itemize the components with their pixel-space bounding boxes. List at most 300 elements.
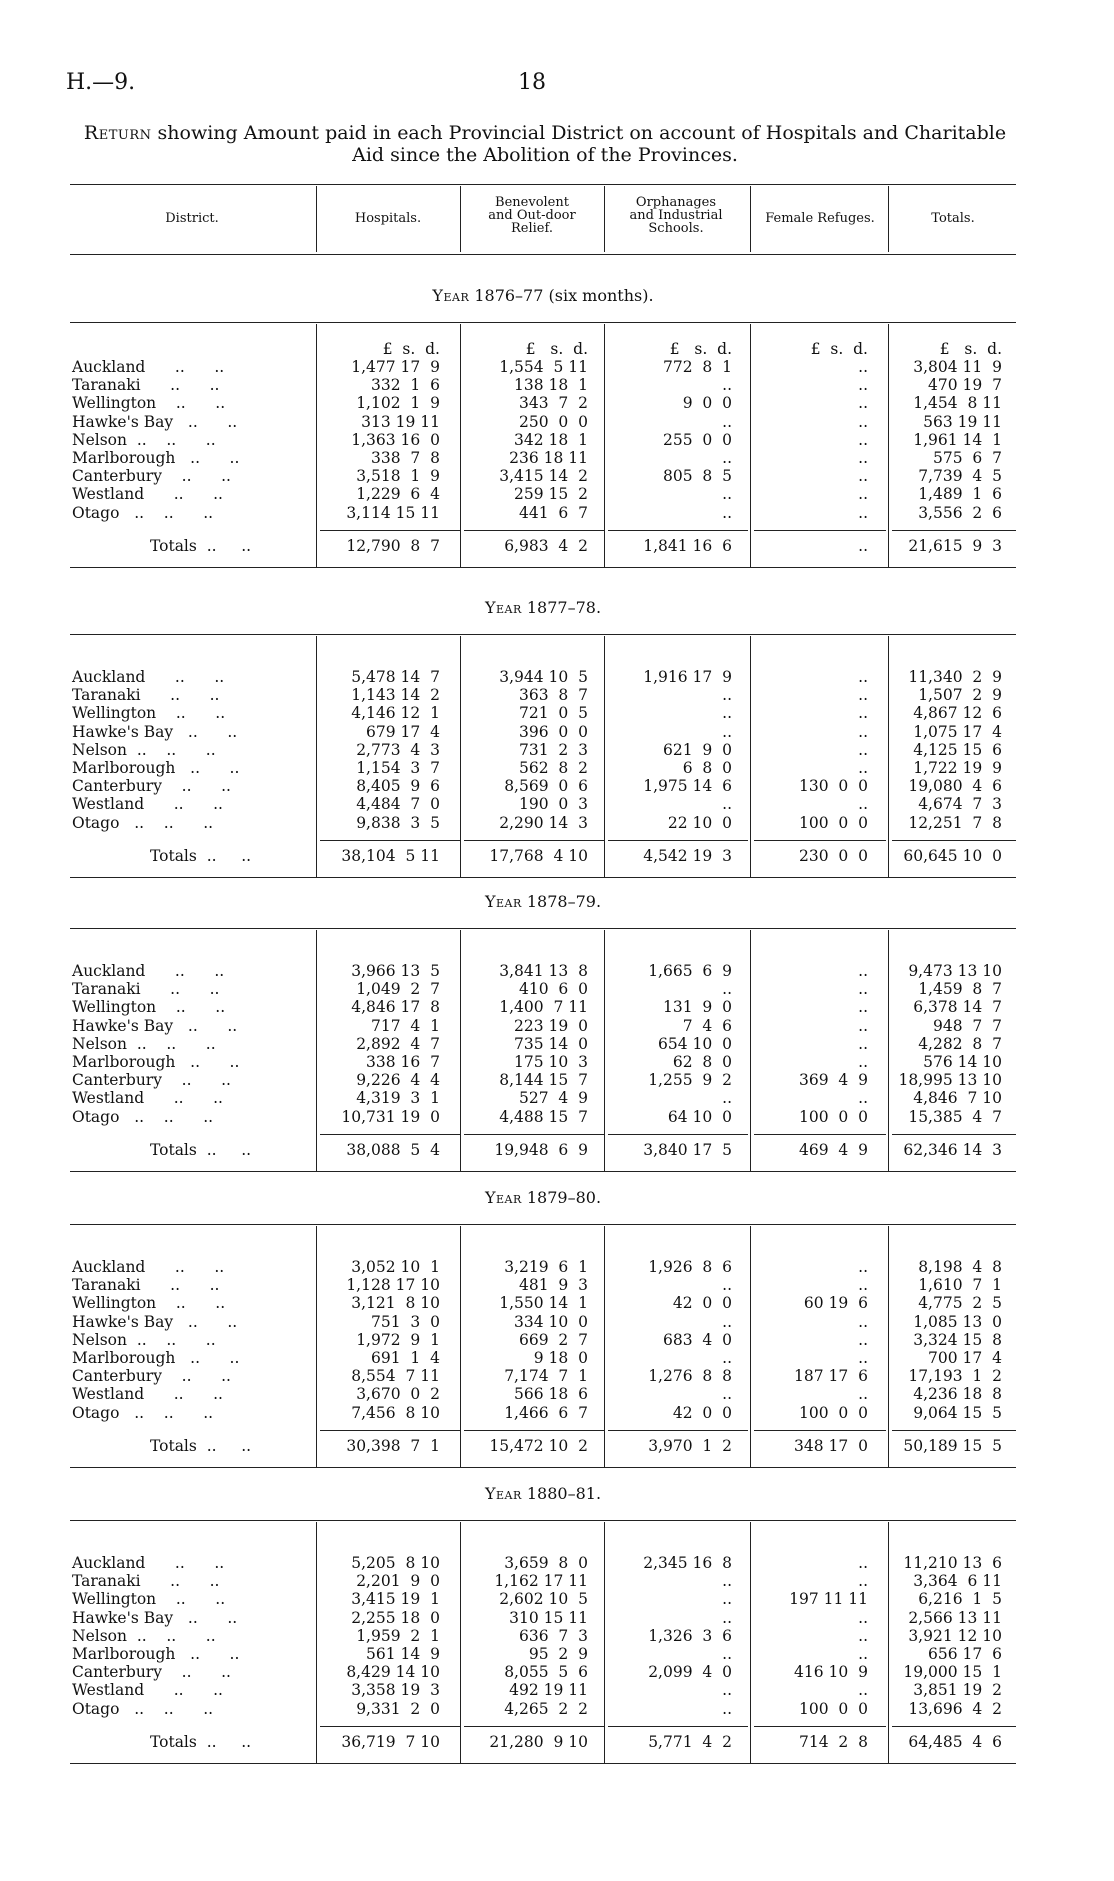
table-cell-refuges: .. xyxy=(858,413,868,431)
column-divider xyxy=(750,186,751,252)
table-cell-totals: 11,340 2 9 xyxy=(908,668,1002,686)
table-cell-orphanages: 9 0 0 xyxy=(682,394,732,412)
year-heading-period: 1878–79. xyxy=(521,892,602,911)
table-cell-hospitals: 3,121 8 10 xyxy=(351,1294,440,1312)
district-name: Marlborough .. .. xyxy=(72,449,240,467)
total-cell-totals: 50,189 15 5 xyxy=(903,1437,1002,1455)
table-cell-refuges: .. xyxy=(858,1017,868,1035)
table-cell-totals: 4,236 18 8 xyxy=(913,1385,1002,1403)
table-cell-benevolent: 731 2 3 xyxy=(518,741,588,759)
section-bottom-rule xyxy=(70,1763,1016,1764)
table-cell-totals: 19,080 4 6 xyxy=(908,777,1002,795)
table-cell-refuges: .. xyxy=(858,431,868,449)
total-cell-hospitals: 36,719 7 10 xyxy=(341,1733,440,1751)
table-cell-orphanages: 2,099 4 0 xyxy=(648,1663,732,1681)
table-cell-refuges: .. xyxy=(858,704,868,722)
table-cell-orphanages: .. xyxy=(722,1089,732,1107)
table-cell-orphanages: 1,926 8 6 xyxy=(648,1258,732,1276)
column-divider xyxy=(888,186,889,252)
table-cell-hospitals: 8,429 14 10 xyxy=(346,1663,440,1681)
table-cell-benevolent: 527 4 9 xyxy=(518,1089,588,1107)
table-cell-hospitals: 3,415 19 1 xyxy=(351,1590,440,1608)
table-cell-totals: 3,851 19 2 xyxy=(913,1681,1002,1699)
district-name: Wellington .. .. xyxy=(72,1294,226,1312)
table-cell-orphanages: 654 10 0 xyxy=(658,1035,732,1053)
district-name: Nelson .. .. .. xyxy=(72,1331,216,1349)
table-cell-totals: 3,921 12 10 xyxy=(908,1627,1002,1645)
table-cell-hospitals: 5,478 14 7 xyxy=(351,668,440,686)
table-cell-hospitals: 332 1 6 xyxy=(370,376,440,394)
table-cell-benevolent: 3,659 8 0 xyxy=(504,1554,588,1572)
col-head-orphanages: and Industrial xyxy=(629,208,723,223)
table-cell-hospitals: 1,477 17 9 xyxy=(351,358,440,376)
table-cell-totals: 1,722 19 9 xyxy=(913,759,1002,777)
district-name: Taranaki .. .. xyxy=(72,376,220,394)
subtotal-rule xyxy=(320,840,460,841)
district-name: Hawke's Bay .. .. xyxy=(72,1609,238,1627)
table-cell-totals: 656 17 6 xyxy=(928,1645,1002,1663)
table-cell-totals: 6,378 14 7 xyxy=(913,998,1002,1016)
table-cell-hospitals: 717 4 1 xyxy=(370,1017,440,1035)
table-cell-refuges: .. xyxy=(858,1349,868,1367)
table-cell-hospitals: 9,838 3 5 xyxy=(356,814,440,832)
table-cell-orphanages: .. xyxy=(722,1590,732,1608)
total-cell-benevolent: 15,472 10 2 xyxy=(489,1437,588,1455)
district-name: Westland .. .. xyxy=(72,1681,223,1699)
table-cell-benevolent: 236 18 11 xyxy=(509,449,588,467)
table-cell-hospitals: 3,670 0 2 xyxy=(356,1385,440,1403)
table-cell-refuges: 100 0 0 xyxy=(798,814,868,832)
table-cell-hospitals: 1,143 14 2 xyxy=(351,686,440,704)
currency-unit-label: £ s. d. xyxy=(382,340,440,358)
district-name: Taranaki .. .. xyxy=(72,686,220,704)
subtotal-rule xyxy=(320,530,460,531)
table-cell-totals: 1,961 14 1 xyxy=(913,431,1002,449)
year-heading xyxy=(70,1484,1016,1503)
column-divider xyxy=(604,324,605,567)
total-cell-totals: 60,645 10 0 xyxy=(903,847,1002,865)
table-cell-refuges: .. xyxy=(858,504,868,522)
subtotal-rule xyxy=(464,1726,604,1727)
table-cell-totals: 2,566 13 11 xyxy=(908,1609,1002,1627)
column-divider xyxy=(888,324,889,567)
district-name: Nelson .. .. .. xyxy=(72,741,216,759)
table-cell-hospitals: 2,255 18 0 xyxy=(351,1609,440,1627)
header-top-rule xyxy=(70,184,1016,185)
table-cell-hospitals: 3,518 1 9 xyxy=(356,467,440,485)
district-name: Canterbury .. .. xyxy=(72,1367,231,1385)
table-cell-refuges: .. xyxy=(858,759,868,777)
table-cell-hospitals: 10,731 19 0 xyxy=(341,1108,440,1126)
subtotal-rule xyxy=(320,1726,460,1727)
table-cell-totals: 4,125 15 6 xyxy=(913,741,1002,759)
table-cell-orphanages: .. xyxy=(722,1276,732,1294)
table-cell-hospitals: 4,319 3 1 xyxy=(356,1089,440,1107)
table-cell-hospitals: 1,229 6 4 xyxy=(356,485,440,503)
table-cell-benevolent: 562 8 2 xyxy=(518,759,588,777)
table-cell-benevolent: 492 19 11 xyxy=(509,1681,588,1699)
district-name: Auckland .. .. xyxy=(72,1258,225,1276)
table-cell-orphanages: .. xyxy=(722,1385,732,1403)
table-cell-orphanages: 1,975 14 6 xyxy=(643,777,732,795)
subtotal-rule xyxy=(320,1430,460,1431)
table-cell-hospitals: 691 1 4 xyxy=(370,1349,440,1367)
table-cell-refuges: .. xyxy=(858,394,868,412)
district-name: Westland .. .. xyxy=(72,1089,223,1107)
table-cell-orphanages: .. xyxy=(722,1681,732,1699)
total-cell-benevolent: 6,983 4 2 xyxy=(504,537,588,555)
table-cell-hospitals: 313 19 11 xyxy=(361,413,440,431)
column-divider xyxy=(460,324,461,567)
currency-unit-label: £ s. d. xyxy=(939,340,1002,358)
district-name: Westland .. .. xyxy=(72,485,223,503)
table-cell-refuges: .. xyxy=(858,962,868,980)
table-cell-hospitals: 2,201 9 0 xyxy=(356,1572,440,1590)
column-divider xyxy=(316,636,317,877)
table-cell-refuges: 100 0 0 xyxy=(798,1108,868,1126)
table-cell-refuges: .. xyxy=(858,1331,868,1349)
table-cell-orphanages: 1,255 9 2 xyxy=(648,1071,732,1089)
column-divider xyxy=(888,636,889,877)
total-cell-totals: 64,485 4 6 xyxy=(908,1733,1002,1751)
subtotal-rule xyxy=(608,530,748,531)
total-cell-refuges: 230 0 0 xyxy=(798,847,868,865)
col-head-benevolent: Benevolent xyxy=(495,195,569,210)
subtotal-rule xyxy=(608,1430,748,1431)
table-cell-refuges: .. xyxy=(858,1627,868,1645)
section-rule xyxy=(70,322,1016,323)
column-divider xyxy=(460,186,461,252)
table-cell-benevolent: 566 18 6 xyxy=(514,1385,588,1403)
table-cell-refuges: .. xyxy=(858,485,868,503)
subtotal-rule xyxy=(754,1726,886,1727)
total-cell-refuges: 348 17 0 xyxy=(794,1437,868,1455)
table-cell-benevolent: 343 7 2 xyxy=(518,394,588,412)
section-bottom-rule xyxy=(70,1467,1016,1468)
year-heading-word: Year xyxy=(484,892,522,911)
table-cell-totals: 700 17 4 xyxy=(928,1349,1002,1367)
district-name: Canterbury .. .. xyxy=(72,467,231,485)
table-cell-refuges: 369 4 9 xyxy=(798,1071,868,1089)
district-name: Auckland .. .. xyxy=(72,358,225,376)
section-bottom-rule xyxy=(70,567,1016,568)
total-cell-refuges: .. xyxy=(858,537,868,555)
table-cell-benevolent: 310 15 11 xyxy=(509,1609,588,1627)
column-divider xyxy=(316,186,317,252)
year-heading-word: Year xyxy=(484,1188,522,1207)
district-name: Otago .. .. .. xyxy=(72,1404,214,1422)
subtotal-rule xyxy=(892,1726,1016,1727)
table-cell-orphanages: 683 4 0 xyxy=(662,1331,732,1349)
column-divider xyxy=(604,1522,605,1763)
col-head-benevolent: and Out-door xyxy=(488,208,576,223)
table-cell-orphanages: .. xyxy=(722,1645,732,1663)
table-cell-orphanages: 1,665 6 9 xyxy=(648,962,732,980)
table-cell-refuges: .. xyxy=(858,686,868,704)
section-rule xyxy=(70,928,1016,929)
district-name: Westland .. .. xyxy=(72,1385,223,1403)
column-divider xyxy=(604,1226,605,1467)
district-name: Nelson .. .. .. xyxy=(72,431,216,449)
table-cell-hospitals: 1,128 17 10 xyxy=(346,1276,440,1294)
table-cell-benevolent: 250 0 0 xyxy=(518,413,588,431)
table-cell-hospitals: 3,114 15 11 xyxy=(346,504,440,522)
subtotal-rule xyxy=(892,1430,1016,1431)
column-divider xyxy=(888,1226,889,1467)
district-name: Marlborough .. .. xyxy=(72,1645,240,1663)
page-reference: H.—9. xyxy=(66,70,136,95)
district-name: Marlborough .. .. xyxy=(72,759,240,777)
year-heading-word: Year xyxy=(484,598,522,617)
total-cell-benevolent: 19,948 6 9 xyxy=(494,1141,588,1159)
subtotal-rule xyxy=(754,1134,886,1135)
district-name: Wellington .. .. xyxy=(72,998,226,1016)
table-cell-totals: 18,995 13 10 xyxy=(898,1071,1002,1089)
section-rule xyxy=(70,634,1016,635)
table-cell-totals: 4,775 2 5 xyxy=(918,1294,1002,1312)
totals-label: Totals .. .. xyxy=(150,1141,252,1159)
table-cell-benevolent: 342 18 1 xyxy=(514,431,588,449)
table-cell-benevolent: 1,466 6 7 xyxy=(504,1404,588,1422)
column-divider xyxy=(604,930,605,1171)
column-divider xyxy=(750,636,751,877)
table-cell-totals: 6,216 1 5 xyxy=(918,1590,1002,1608)
year-heading xyxy=(70,1188,1016,1207)
table-cell-totals: 1,075 17 4 xyxy=(913,723,1002,741)
section-rule xyxy=(70,1520,1016,1521)
subtotal-rule xyxy=(892,1134,1016,1135)
table-cell-refuges: .. xyxy=(858,1053,868,1071)
table-cell-orphanages: 1,916 17 9 xyxy=(643,668,732,686)
table-cell-hospitals: 2,892 4 7 xyxy=(356,1035,440,1053)
table-cell-hospitals: 1,154 3 7 xyxy=(356,759,440,777)
table-cell-benevolent: 334 10 0 xyxy=(514,1313,588,1331)
table-cell-totals: 1,489 1 6 xyxy=(918,485,1002,503)
table-cell-benevolent: 3,415 14 2 xyxy=(499,467,588,485)
table-cell-benevolent: 735 14 0 xyxy=(514,1035,588,1053)
table-cell-refuges: .. xyxy=(858,467,868,485)
table-cell-orphanages: .. xyxy=(722,1572,732,1590)
table-cell-benevolent: 410 6 0 xyxy=(518,980,588,998)
table-cell-refuges: .. xyxy=(858,358,868,376)
district-name: Auckland .. .. xyxy=(72,962,225,980)
table-cell-hospitals: 679 17 4 xyxy=(366,723,440,741)
title-text: showing Amount paid in each Provincial District on account of Hospitals and Charitable Aid since the Abolition of the Provinces. xyxy=(151,122,1007,166)
table-cell-refuges: .. xyxy=(858,1313,868,1331)
table-cell-refuges: .. xyxy=(858,1385,868,1403)
table-cell-hospitals: 751 3 0 xyxy=(370,1313,440,1331)
table-cell-benevolent: 7,174 7 1 xyxy=(504,1367,588,1385)
subtotal-rule xyxy=(464,1430,604,1431)
table-cell-hospitals: 338 7 8 xyxy=(370,449,440,467)
table-cell-benevolent: 481 9 3 xyxy=(518,1276,588,1294)
table-cell-refuges: .. xyxy=(858,668,868,686)
district-name: Wellington .. .. xyxy=(72,704,226,722)
table-cell-totals: 1,507 2 9 xyxy=(918,686,1002,704)
column-divider xyxy=(316,1226,317,1467)
table-cell-orphanages: 22 10 0 xyxy=(667,814,732,832)
table-cell-refuges: .. xyxy=(858,449,868,467)
table-cell-totals: 17,193 1 2 xyxy=(908,1367,1002,1385)
table-cell-hospitals: 1,049 2 7 xyxy=(356,980,440,998)
table-cell-hospitals: 3,966 13 5 xyxy=(351,962,440,980)
table-cell-orphanages: .. xyxy=(722,504,732,522)
table-cell-refuges: 197 11 11 xyxy=(789,1590,868,1608)
district-name: Hawke's Bay .. .. xyxy=(72,723,238,741)
subtotal-rule xyxy=(320,1134,460,1135)
subtotal-rule xyxy=(754,530,886,531)
table-cell-benevolent: 669 2 7 xyxy=(518,1331,588,1349)
total-cell-hospitals: 12,790 8 7 xyxy=(346,537,440,555)
table-cell-totals: 1,454 8 11 xyxy=(913,394,1002,412)
table-cell-totals: 3,324 15 8 xyxy=(913,1331,1002,1349)
totals-label: Totals .. .. xyxy=(150,1733,252,1751)
table-cell-benevolent: 223 19 0 xyxy=(514,1017,588,1035)
table-cell-benevolent: 4,265 2 2 xyxy=(504,1700,588,1718)
header-bottom-rule xyxy=(70,254,1016,255)
table-cell-benevolent: 259 15 2 xyxy=(514,485,588,503)
total-cell-benevolent: 21,280 9 10 xyxy=(489,1733,588,1751)
table-cell-benevolent: 1,550 14 1 xyxy=(499,1294,588,1312)
table-cell-orphanages: .. xyxy=(722,1313,732,1331)
column-divider xyxy=(460,1226,461,1467)
table-cell-totals: 12,251 7 8 xyxy=(908,814,1002,832)
district-name: Otago .. .. .. xyxy=(72,1700,214,1718)
subtotal-rule xyxy=(754,1430,886,1431)
district-name: Hawke's Bay .. .. xyxy=(72,413,238,431)
table-cell-totals: 7,739 4 5 xyxy=(918,467,1002,485)
table-cell-totals: 4,282 8 7 xyxy=(918,1035,1002,1053)
total-cell-hospitals: 38,104 5 11 xyxy=(341,847,440,865)
column-divider xyxy=(604,636,605,877)
table-cell-refuges: .. xyxy=(858,1681,868,1699)
col-head-orphanages: Schools. xyxy=(648,221,704,236)
table-cell-totals: 9,064 15 5 xyxy=(913,1404,1002,1422)
district-name: Taranaki .. .. xyxy=(72,980,220,998)
table-cell-benevolent: 636 7 3 xyxy=(518,1627,588,1645)
district-name: Marlborough .. .. xyxy=(72,1349,240,1367)
table-cell-refuges: .. xyxy=(858,1645,868,1663)
subtotal-rule xyxy=(464,1134,604,1135)
column-divider xyxy=(750,1522,751,1763)
total-cell-benevolent: 17,768 4 10 xyxy=(489,847,588,865)
table-cell-totals: 576 14 10 xyxy=(923,1053,1002,1071)
column-divider xyxy=(888,1522,889,1763)
table-cell-refuges: 100 0 0 xyxy=(798,1700,868,1718)
table-cell-orphanages: 42 0 0 xyxy=(672,1404,732,1422)
subtotal-rule xyxy=(608,1726,748,1727)
table-cell-refuges: .. xyxy=(858,1258,868,1276)
table-cell-hospitals: 1,102 1 9 xyxy=(356,394,440,412)
district-name: Otago .. .. .. xyxy=(72,504,214,522)
district-name: Canterbury .. .. xyxy=(72,1663,231,1681)
total-cell-orphanages: 1,841 16 6 xyxy=(643,537,732,555)
table-cell-totals: 11,210 13 6 xyxy=(903,1554,1002,1572)
table-cell-benevolent: 3,219 6 1 xyxy=(504,1258,588,1276)
year-heading-word: Year xyxy=(432,286,470,305)
table-cell-orphanages: 6 8 0 xyxy=(682,759,732,777)
total-cell-hospitals: 38,088 5 4 xyxy=(346,1141,440,1159)
year-heading xyxy=(70,892,1016,911)
table-cell-totals: 4,846 7 10 xyxy=(913,1089,1002,1107)
column-divider xyxy=(316,324,317,567)
table-cell-benevolent: 2,290 14 3 xyxy=(499,814,588,832)
table-cell-totals: 3,364 6 11 xyxy=(913,1572,1002,1590)
table-cell-orphanages: .. xyxy=(722,485,732,503)
table-cell-hospitals: 1,972 9 1 xyxy=(356,1331,440,1349)
table-cell-totals: 19,000 15 1 xyxy=(903,1663,1002,1681)
total-cell-refuges: 469 4 9 xyxy=(798,1141,868,1159)
column-divider xyxy=(460,930,461,1171)
district-name: Auckland .. .. xyxy=(72,1554,225,1572)
currency-unit-label: £ s. d. xyxy=(669,340,732,358)
table-cell-orphanages: .. xyxy=(722,1700,732,1718)
table-cell-hospitals: 4,146 12 1 xyxy=(351,704,440,722)
table-cell-benevolent: 721 0 5 xyxy=(518,704,588,722)
table-cell-totals: 13,696 4 2 xyxy=(908,1700,1002,1718)
district-name: Wellington .. .. xyxy=(72,1590,226,1608)
table-cell-hospitals: 561 14 9 xyxy=(366,1645,440,1663)
table-cell-orphanages: 7 4 6 xyxy=(682,1017,732,1035)
table-cell-benevolent: 1,400 7 11 xyxy=(499,998,588,1016)
col-head-totals: Totals. xyxy=(931,211,975,226)
table-cell-benevolent: 1,162 17 11 xyxy=(494,1572,588,1590)
table-cell-refuges: .. xyxy=(858,980,868,998)
table-cell-totals: 9,473 13 10 xyxy=(908,962,1002,980)
totals-label: Totals .. .. xyxy=(150,537,252,555)
table-cell-benevolent: 8,144 15 7 xyxy=(499,1071,588,1089)
table-cell-refuges: 60 19 6 xyxy=(803,1294,868,1312)
table-cell-orphanages: .. xyxy=(722,413,732,431)
table-cell-hospitals: 2,773 4 3 xyxy=(356,741,440,759)
table-cell-benevolent: 2,602 10 5 xyxy=(499,1590,588,1608)
table-cell-totals: 8,198 4 8 xyxy=(918,1258,1002,1276)
table-cell-orphanages: 42 0 0 xyxy=(672,1294,732,1312)
year-heading xyxy=(70,286,1016,305)
table-cell-benevolent: 95 2 9 xyxy=(528,1645,588,1663)
district-name: Otago .. .. .. xyxy=(72,814,214,832)
currency-unit-label: £ s. d. xyxy=(525,340,588,358)
table-cell-orphanages: 131 9 0 xyxy=(662,998,732,1016)
table-cell-orphanages: .. xyxy=(722,704,732,722)
table-cell-orphanages: 2,345 16 8 xyxy=(643,1554,732,1572)
table-cell-refuges: .. xyxy=(858,741,868,759)
table-cell-refuges: .. xyxy=(858,1609,868,1627)
total-cell-orphanages: 4,542 19 3 xyxy=(643,847,732,865)
district-name: Taranaki .. .. xyxy=(72,1276,220,1294)
district-name: Otago .. .. .. xyxy=(72,1108,214,1126)
district-name: Hawke's Bay .. .. xyxy=(72,1017,238,1035)
district-name: Marlborough .. .. xyxy=(72,1053,240,1071)
title-first-word: Return xyxy=(83,122,152,144)
column-divider xyxy=(750,324,751,567)
totals-label: Totals .. .. xyxy=(150,1437,252,1455)
table-cell-refuges: .. xyxy=(858,1572,868,1590)
table-cell-benevolent: 8,055 5 6 xyxy=(504,1663,588,1681)
table-cell-totals: 4,867 12 6 xyxy=(913,704,1002,722)
table-cell-totals: 563 19 11 xyxy=(923,413,1002,431)
currency-unit-label: £ s. d. xyxy=(810,340,868,358)
table-cell-hospitals: 8,554 7 11 xyxy=(351,1367,440,1385)
section-bottom-rule xyxy=(70,1171,1016,1172)
table-cell-benevolent: 175 10 3 xyxy=(514,1053,588,1071)
document-title xyxy=(70,122,1020,166)
table-cell-refuges: .. xyxy=(858,998,868,1016)
table-cell-hospitals: 7,456 8 10 xyxy=(351,1404,440,1422)
table-cell-orphanages: 805 8 5 xyxy=(662,467,732,485)
table-cell-refuges: .. xyxy=(858,723,868,741)
year-heading-period: 1877–78. xyxy=(521,598,602,617)
